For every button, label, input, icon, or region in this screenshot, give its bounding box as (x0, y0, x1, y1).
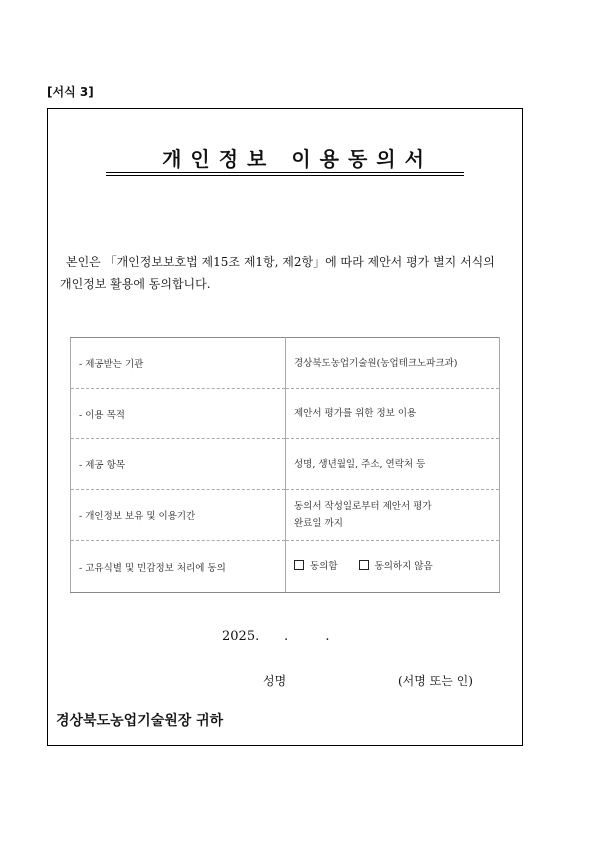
row-value-retention (286, 490, 500, 541)
consent-info-table (70, 337, 500, 593)
row-label-items: - 제공 항목 (71, 439, 286, 490)
row-label-recipient: - 제공받는 기관 (71, 338, 286, 389)
table-row (71, 389, 500, 439)
addressee: 경상북도농업기술원장 귀하 (56, 713, 224, 729)
table-row (71, 490, 500, 541)
row-label-purpose: - 이용 목적 (71, 389, 286, 439)
retention-line-2: 완료일 까지 (294, 518, 343, 529)
row-label-sensitive: - 고유식별 및 민감정보 처리에 동의 (71, 541, 286, 593)
form-number-label: [서식 3] (47, 85, 94, 99)
table-row (71, 439, 500, 490)
retention-line-1: 동의서 작성일로부터 제안서 평가 (294, 501, 432, 512)
consent-options (286, 541, 500, 593)
row-label-retention: - 개인정보 보유 및 이용기간 (71, 490, 286, 541)
row-value-items: 성명, 생년월일, 주소, 연락처 등 (286, 439, 500, 490)
signature-hint: (서명 또는 인) (398, 674, 473, 688)
agree-checkbox[interactable] (294, 560, 304, 570)
disagree-label: 동의하지 않음 (374, 561, 433, 572)
title-underline (106, 172, 464, 173)
document-title: 개인정보 이용동의서 (162, 147, 433, 171)
date-line: 2025. . . (222, 629, 330, 644)
agree-label: 동의함 (310, 561, 338, 572)
row-value-recipient: 경상북도농업기술원(농업테크노파크과) (286, 338, 500, 389)
table-row (71, 338, 500, 389)
disagree-checkbox[interactable] (359, 560, 369, 570)
signature-label: 성명 (263, 674, 287, 688)
title-underline-thin (106, 175, 464, 176)
disagree-option[interactable] (359, 561, 433, 572)
consent-line-2: 개인정보 활용에 동의합니다. (60, 277, 211, 291)
consent-line-1: 본인은 「개인정보보호법 제15조 제1항, 제2항」에 따라 제안서 평가 별지 서식의 (66, 255, 495, 269)
table-row (71, 541, 500, 593)
row-value-purpose: 제안서 평가를 위한 정보 이용 (286, 389, 500, 439)
consent-statement (60, 251, 520, 295)
agree-option[interactable] (294, 561, 338, 572)
